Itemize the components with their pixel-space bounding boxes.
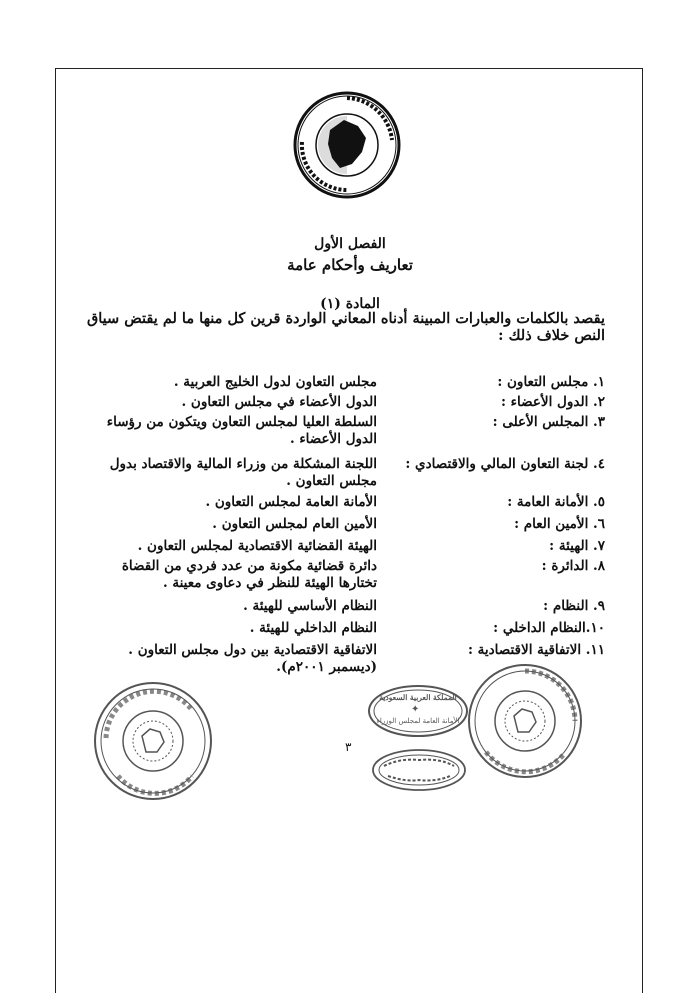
saudi-seal-bottom [370,748,468,792]
gcc-seal-right [466,662,584,780]
definition-term: ٤. لجنة التعاون المالي والاقتصادي : [405,456,605,472]
definition-text: الاتفاقية الاقتصادية بين دول مجلس التعاون . (ديسمبر ٢٠٠١م). [128,642,377,675]
chapter-title: الفصل الأول [314,236,386,252]
definition-term: ٣. المجلس الأعلى : [492,414,605,430]
definition-text: الأمانة العامة لمجلس التعاون . [205,494,377,510]
chapter-subtitle: تعاريف وأحكام عامة [287,256,413,274]
definition-term: ١١. الاتفاقية الاقتصادية : [467,642,605,658]
definition-text: الهيئة القضائية الاقتصادية لمجلس التعاون . [137,538,377,554]
definition-text: النظام الأساسي للهيئة . [243,598,377,614]
page-number: ٣ [345,740,352,754]
definition-text: اللجنة المشكلة من وزراء المالية والاقتصاد بدول مجلس التعاون . [109,456,377,489]
definition-term: ٧. الهيئة : [549,538,605,554]
definition-text: الأمين العام لمجلس التعاون . [212,516,377,532]
saudi-seal-top [367,684,469,738]
definition-text: مجلس التعاون لدول الخليج العربية . [173,374,377,390]
definition-term: ٨. الدائرة : [541,558,605,574]
definition-term: ٩. النظام : [543,598,605,614]
palm-swords-icon: ✦ [411,704,420,715]
seal-text: الأمانة العامة لمجلس الوزراء [376,717,460,725]
article-intro: يقصد بالكلمات والعبارات المبينة أدناه المعاني الواردة قرين كل منها ما لم يقتض سياق النص خلاف ذلك : [87,310,605,344]
article-title: المادة (١) [320,296,380,312]
gcc-seal-left [92,680,214,802]
definition-term: ٥. الأمانة العامة : [507,494,605,510]
definition-text: النظام الداخلي للهيئة . [249,620,377,636]
gcc-emblem [292,90,402,200]
definition-term: ٢. الدول الأعضاء : [500,394,605,410]
definition-text: السلطة العليا لمجلس التعاون ويتكون من رؤساء الدول الأعضاء . [106,414,377,447]
definition-term: ١٠.النظام الداخلي : [493,620,605,636]
definition-text: الدول الأعضاء في مجلس التعاون . [181,394,377,410]
definition-text: دائرة قضائية مكونة من عدد فردي من القضاة تختارها الهيئة للنظر في دعاوى معينة . [121,558,377,591]
definition-term: ٦. الأمين العام : [514,516,605,532]
seal-text: المملكة العربية السعودية [379,693,457,702]
definition-term: ١. مجلس التعاون : [497,374,605,390]
